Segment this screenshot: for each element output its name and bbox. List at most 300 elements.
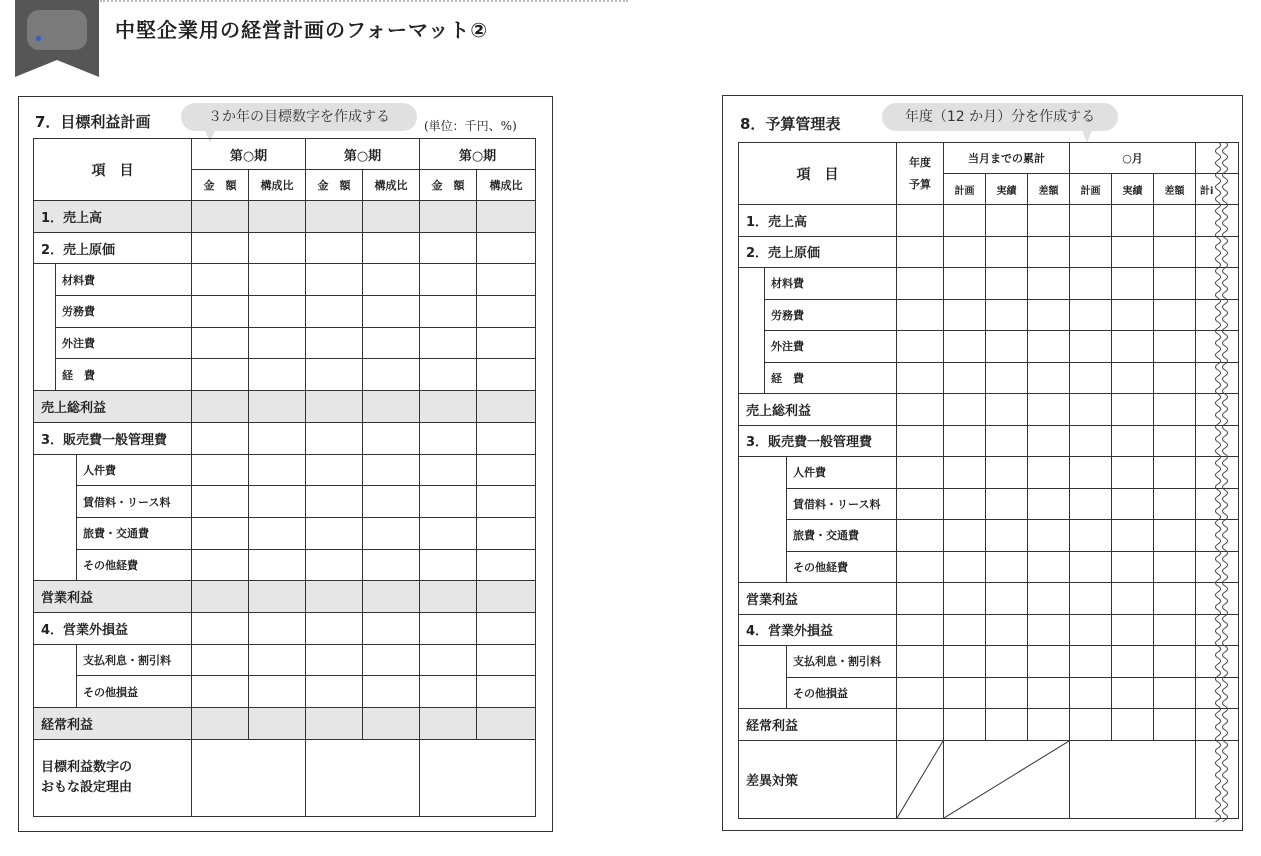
budget-value-cell[interactable]: [944, 457, 986, 489]
budget-callout: 年度（12 か月）分を作成する: [882, 103, 1118, 131]
budget-plan-label: 計画: [954, 185, 975, 197]
budget-value-cell[interactable]: [986, 488, 1028, 520]
budget-value-cell[interactable]: [897, 236, 944, 268]
plan-value-cell[interactable]: [249, 454, 306, 486]
plan-value-cell[interactable]: [363, 581, 420, 613]
plan-value-cell[interactable]: [363, 676, 420, 708]
budget-row-label: [787, 520, 897, 552]
budget-value-cell[interactable]: [1028, 362, 1070, 394]
plan-value-cell[interactable]: [363, 359, 420, 391]
budget-value-cell[interactable]: [1070, 299, 1112, 331]
plan-value-cell[interactable]: [420, 486, 477, 518]
plan-value-cell[interactable]: [477, 486, 536, 518]
budget-value-cell[interactable]: [1028, 614, 1070, 646]
budget-value-cell[interactable]: [1112, 425, 1154, 457]
budget-row-label-text: 1．売上高: [746, 214, 808, 230]
budget-annual-header: [897, 143, 944, 205]
plan-row-label: [77, 517, 192, 549]
budget-value-cell[interactable]: [1112, 268, 1154, 300]
budget-value-cell[interactable]: [1028, 488, 1070, 520]
budget-value-cell[interactable]: [944, 677, 986, 709]
plan-value-cell[interactable]: [192, 264, 249, 296]
budget-diff-annual-cell[interactable]: [897, 740, 944, 818]
budget-value-cell[interactable]: [897, 520, 944, 552]
plan-value-cell[interactable]: [363, 486, 420, 518]
budget-value-cell[interactable]: [944, 488, 986, 520]
budget-diff-row: [739, 740, 1239, 818]
budget-value-cell[interactable]: [1028, 394, 1070, 426]
budget-value-cell[interactable]: [1028, 236, 1070, 268]
plan-row-label-text: 旅費・交通費: [83, 527, 149, 541]
plan-value-cell[interactable]: [306, 454, 363, 486]
plan-value-cell[interactable]: [306, 708, 363, 740]
budget-value-cell[interactable]: [1070, 425, 1112, 457]
budget-value-cell[interactable]: [944, 709, 986, 741]
plan-row-label-text: その他経費: [83, 558, 138, 572]
budget-value-cell[interactable]: [1028, 205, 1070, 237]
budget-value-cell[interactable]: [1070, 457, 1112, 489]
budget-value-cell[interactable]: [1070, 614, 1112, 646]
plan-value-cell[interactable]: [192, 201, 249, 233]
plan-value-cell[interactable]: [249, 359, 306, 391]
plan-reason-cell[interactable]: [306, 739, 420, 816]
budget-cut-label: 計i: [1200, 185, 1214, 197]
budget-diff-label: 差額: [1164, 185, 1185, 197]
budget-value-cell[interactable]: [897, 677, 944, 709]
budget-value-cell[interactable]: [1154, 457, 1196, 489]
budget-value-cell[interactable]: [1112, 394, 1154, 426]
plan-value-cell[interactable]: [249, 486, 306, 518]
budget-row-label-text: その他経費: [793, 560, 848, 574]
budget-diff-month-cell[interactable]: [1070, 740, 1196, 818]
plan-value-cell[interactable]: [420, 644, 477, 676]
budget-value-cell[interactable]: [897, 205, 944, 237]
plan-value-cell[interactable]: [249, 422, 306, 454]
budget-actual-header: [986, 174, 1028, 205]
budget-value-cell[interactable]: [1112, 362, 1154, 394]
plan-value-cell[interactable]: [192, 612, 249, 644]
plan-value-cell[interactable]: [477, 359, 536, 391]
budget-row-label-text: 3．販売費一般管理費: [746, 435, 873, 451]
budget-value-cell[interactable]: [1112, 614, 1154, 646]
budget-value-cell[interactable]: [1154, 362, 1196, 394]
budget-row: [739, 236, 1239, 268]
plan-period-header: [420, 139, 536, 170]
plan-ratio-label: 構成比: [260, 179, 294, 192]
budget-value-cell[interactable]: [1070, 488, 1112, 520]
budget-value-cell[interactable]: [986, 520, 1028, 552]
plan-value-cell[interactable]: [363, 391, 420, 423]
budget-value-cell[interactable]: [1154, 488, 1196, 520]
plan-value-cell[interactable]: [477, 708, 536, 740]
budget-value-cell[interactable]: [897, 583, 944, 615]
plan-value-cell[interactable]: [249, 517, 306, 549]
budget-row: [739, 488, 1239, 520]
plan-row: [34, 486, 536, 518]
budget-value-cell[interactable]: [986, 646, 1028, 678]
plan-value-cell[interactable]: [363, 517, 420, 549]
plan-value-cell[interactable]: [477, 581, 536, 613]
budget-value-cell[interactable]: [897, 268, 944, 300]
budget-header-row-1: [739, 143, 1239, 174]
plan-period-label: 第○期: [229, 148, 268, 164]
plan-value-cell[interactable]: [477, 327, 536, 359]
plan-ratio-header: [249, 170, 306, 201]
plan-ratio-label: 構成比: [489, 179, 523, 192]
plan-value-cell[interactable]: [477, 264, 536, 296]
budget-row-label: [739, 205, 897, 237]
budget-value-cell[interactable]: [897, 457, 944, 489]
plan-value-cell[interactable]: [420, 296, 477, 328]
budget-value-cell[interactable]: [1028, 331, 1070, 363]
plan-value-cell[interactable]: [249, 327, 306, 359]
plan-row-label: [77, 454, 192, 486]
budget-value-cell[interactable]: [944, 299, 986, 331]
budget-value-cell[interactable]: [897, 646, 944, 678]
budget-value-cell[interactable]: [986, 614, 1028, 646]
plan-value-cell[interactable]: [192, 232, 249, 264]
plan-row-label: [34, 708, 192, 740]
plan-value-cell[interactable]: [249, 391, 306, 423]
plan-callout: ３か年の目標数字を作成する: [181, 103, 417, 131]
budget-value-cell[interactable]: [1154, 299, 1196, 331]
budget-value-cell[interactable]: [1070, 520, 1112, 552]
plan-value-cell[interactable]: [420, 581, 477, 613]
budget-value-cell[interactable]: [1070, 236, 1112, 268]
budget-value-cell[interactable]: [1070, 583, 1112, 615]
plan-value-cell[interactable]: [306, 264, 363, 296]
budget-value-cell[interactable]: [1028, 677, 1070, 709]
plan-row: [34, 201, 536, 233]
plan-value-cell[interactable]: [420, 612, 477, 644]
budget-row: [739, 362, 1239, 394]
plan-reason-label-line1: 目標利益数字の: [41, 759, 133, 775]
budget-value-cell[interactable]: [1154, 677, 1196, 709]
plan-value-cell[interactable]: [306, 581, 363, 613]
plan-value-cell[interactable]: [192, 644, 249, 676]
plan-row: [34, 264, 536, 296]
plan-value-cell[interactable]: [306, 549, 363, 581]
budget-value-cell[interactable]: [1070, 646, 1112, 678]
budget-value-cell[interactable]: [986, 394, 1028, 426]
plan-value-cell[interactable]: [477, 201, 536, 233]
plan-value-cell[interactable]: [306, 676, 363, 708]
plan-value-cell[interactable]: [249, 676, 306, 708]
budget-value-cell[interactable]: [1028, 299, 1070, 331]
budget-row-label: [739, 614, 897, 646]
budget-value-cell[interactable]: [1070, 362, 1112, 394]
budget-row-label-text: 売上総利益: [746, 403, 812, 419]
plan-row: [34, 612, 536, 644]
plan-amount-label: 金 額: [317, 179, 351, 192]
plan-value-cell[interactable]: [306, 391, 363, 423]
plan-value-cell[interactable]: [306, 232, 363, 264]
budget-value-cell[interactable]: [986, 236, 1028, 268]
budget-value-cell[interactable]: [1112, 236, 1154, 268]
budget-value-cell[interactable]: [1154, 268, 1196, 300]
budget-value-cell[interactable]: [897, 331, 944, 363]
budget-value-cell[interactable]: [1112, 677, 1154, 709]
budget-row-label-text: その他損益: [793, 686, 848, 700]
budget-diff-cumulative-cell[interactable]: [944, 740, 1070, 818]
plan-value-cell[interactable]: [249, 264, 306, 296]
plan-value-cell[interactable]: [420, 549, 477, 581]
budget-value-cell[interactable]: [1028, 520, 1070, 552]
plan-row-label: [34, 422, 192, 454]
plan-amount-label: 金 額: [203, 179, 237, 192]
plan-item-header: [34, 139, 192, 201]
budget-row-label-text: 旅費・交通費: [793, 529, 859, 543]
budget-row-label-text: 労務費: [771, 308, 804, 322]
plan-value-cell[interactable]: [420, 264, 477, 296]
budget-value-cell[interactable]: [986, 457, 1028, 489]
budget-value-cell[interactable]: [1028, 583, 1070, 615]
plan-value-cell[interactable]: [363, 201, 420, 233]
plan-value-cell[interactable]: [192, 549, 249, 581]
plan-value-cell[interactable]: [420, 359, 477, 391]
plan-value-cell[interactable]: [306, 422, 363, 454]
budget-cumulative-label: 当月までの累計: [968, 152, 1046, 165]
plan-value-cell[interactable]: [192, 581, 249, 613]
plan-row: [34, 327, 536, 359]
budget-value-cell[interactable]: [944, 394, 986, 426]
budget-value-cell[interactable]: [1112, 520, 1154, 552]
plan-row: [34, 676, 536, 708]
plan-row-label-text: 1．売上高: [41, 210, 103, 226]
plan-reason-row: [34, 739, 536, 816]
budget-value-cell[interactable]: [986, 583, 1028, 615]
budget-value-cell[interactable]: [1028, 457, 1070, 489]
plan-value-cell[interactable]: [306, 327, 363, 359]
budget-row: [739, 394, 1239, 426]
budget-row-label: [765, 268, 897, 300]
budget-value-cell[interactable]: [1112, 488, 1154, 520]
budget-value-cell[interactable]: [1112, 551, 1154, 583]
plan-value-cell[interactable]: [363, 549, 420, 581]
budget-value-cell[interactable]: [1112, 299, 1154, 331]
plan-value-cell[interactable]: [249, 296, 306, 328]
budget-row-label: [739, 583, 897, 615]
budget-value-cell[interactable]: [986, 299, 1028, 331]
plan-amount-label: 金 額: [431, 179, 465, 192]
plan-value-cell[interactable]: [477, 612, 536, 644]
budget-value-cell[interactable]: [897, 551, 944, 583]
plan-value-cell[interactable]: [306, 517, 363, 549]
plan-value-cell[interactable]: [477, 454, 536, 486]
budget-value-cell[interactable]: [986, 425, 1028, 457]
diagonal-line-icon: [897, 741, 943, 818]
plan-row-label: [34, 581, 192, 613]
budget-value-cell[interactable]: [986, 677, 1028, 709]
budget-value-cell[interactable]: [1028, 551, 1070, 583]
plan-value-cell[interactable]: [363, 264, 420, 296]
budget-value-cell[interactable]: [1154, 614, 1196, 646]
plan-row-label-text: 経常利益: [41, 717, 94, 733]
plan-value-cell[interactable]: [420, 422, 477, 454]
budget-row-label-text: 2．売上原価: [746, 246, 821, 262]
budget-value-cell[interactable]: [897, 394, 944, 426]
plan-value-cell[interactable]: [477, 644, 536, 676]
budget-value-cell[interactable]: [1070, 709, 1112, 741]
budget-value-cell[interactable]: [897, 614, 944, 646]
budget-value-cell[interactable]: [897, 709, 944, 741]
budget-value-cell[interactable]: [1070, 394, 1112, 426]
budget-row-label: [739, 709, 897, 741]
budget-value-cell[interactable]: [1154, 236, 1196, 268]
plan-value-cell[interactable]: [477, 422, 536, 454]
budget-value-cell[interactable]: [897, 488, 944, 520]
plan-value-cell[interactable]: [249, 201, 306, 233]
budget-value-cell[interactable]: [1028, 709, 1070, 741]
plan-value-cell[interactable]: [477, 391, 536, 423]
budget-value-cell[interactable]: [944, 236, 986, 268]
budget-value-cell[interactable]: [944, 614, 986, 646]
budget-value-cell[interactable]: [1154, 646, 1196, 678]
plan-row-label-text: 3．販売費一般管理費: [41, 432, 168, 448]
plan-value-cell[interactable]: [477, 517, 536, 549]
budget-table: [738, 142, 1239, 819]
budget-value-cell[interactable]: [1112, 646, 1154, 678]
plan-value-cell[interactable]: [192, 454, 249, 486]
plan-value-cell[interactable]: [192, 517, 249, 549]
plan-value-cell[interactable]: [306, 486, 363, 518]
plan-value-cell[interactable]: [420, 232, 477, 264]
plan-value-cell[interactable]: [420, 517, 477, 549]
budget-value-cell[interactable]: [1112, 583, 1154, 615]
plan-value-cell[interactable]: [477, 296, 536, 328]
plan-value-cell[interactable]: [420, 454, 477, 486]
budget-value-cell[interactable]: [1154, 520, 1196, 552]
plan-row: [34, 549, 536, 581]
budget-value-cell[interactable]: [1070, 677, 1112, 709]
plan-value-cell[interactable]: [477, 549, 536, 581]
plan-value-cell[interactable]: [192, 676, 249, 708]
plan-value-cell[interactable]: [477, 676, 536, 708]
plan-section-title: 7．目標利益計画: [35, 113, 151, 131]
plan-row-label-text: 支払利息・割引料: [83, 653, 171, 667]
budget-value-cell[interactable]: [944, 205, 986, 237]
plan-reason-cell[interactable]: [192, 739, 306, 816]
plan-row-label: [34, 201, 192, 233]
budget-row-label-text: 人件費: [793, 466, 826, 480]
plan-value-cell[interactable]: [363, 708, 420, 740]
plan-value-cell[interactable]: [249, 549, 306, 581]
budget-value-cell[interactable]: [1154, 551, 1196, 583]
plan-value-cell[interactable]: [363, 327, 420, 359]
profit-plan-table: [33, 138, 536, 817]
budget-value-cell[interactable]: [1154, 205, 1196, 237]
plan-value-cell[interactable]: [363, 612, 420, 644]
budget-value-cell[interactable]: [1154, 394, 1196, 426]
budget-value-cell[interactable]: [1028, 268, 1070, 300]
budget-value-cell[interactable]: [1070, 551, 1112, 583]
budget-value-cell[interactable]: [986, 551, 1028, 583]
budget-row-label: [787, 677, 897, 709]
plan-value-cell[interactable]: [420, 708, 477, 740]
budget-value-cell[interactable]: [944, 425, 986, 457]
plan-value-cell[interactable]: [306, 201, 363, 233]
budget-value-cell[interactable]: [1154, 425, 1196, 457]
budget-value-cell[interactable]: [986, 362, 1028, 394]
plan-row: [34, 517, 536, 549]
plan-value-cell[interactable]: [192, 422, 249, 454]
budget-value-cell[interactable]: [897, 425, 944, 457]
budget-value-cell[interactable]: [944, 362, 986, 394]
plan-value-cell[interactable]: [249, 232, 306, 264]
budget-value-cell[interactable]: [1112, 331, 1154, 363]
budget-value-cell[interactable]: [944, 331, 986, 363]
plan-value-cell[interactable]: [420, 676, 477, 708]
plan-value-cell[interactable]: [477, 232, 536, 264]
plan-value-cell[interactable]: [420, 327, 477, 359]
budget-row: [739, 268, 1239, 300]
budget-value-cell[interactable]: [1070, 331, 1112, 363]
plan-value-cell[interactable]: [192, 327, 249, 359]
budget-value-cell[interactable]: [986, 205, 1028, 237]
budget-value-cell[interactable]: [944, 520, 986, 552]
budget-value-cell[interactable]: [1154, 331, 1196, 363]
budget-row: [739, 551, 1239, 583]
plan-value-cell[interactable]: [249, 581, 306, 613]
budget-value-cell[interactable]: [1154, 583, 1196, 615]
budget-value-cell[interactable]: [1154, 709, 1196, 741]
plan-value-cell[interactable]: [192, 296, 249, 328]
budget-value-cell[interactable]: [944, 268, 986, 300]
plan-value-cell[interactable]: [192, 486, 249, 518]
plan-value-cell[interactable]: [249, 612, 306, 644]
plan-row-label: [56, 296, 192, 328]
plan-value-cell[interactable]: [363, 296, 420, 328]
budget-value-cell[interactable]: [1028, 646, 1070, 678]
budget-value-cell[interactable]: [944, 551, 986, 583]
plan-value-cell[interactable]: [306, 359, 363, 391]
budget-value-cell[interactable]: [1070, 205, 1112, 237]
budget-value-cell[interactable]: [1112, 457, 1154, 489]
budget-value-cell[interactable]: [897, 299, 944, 331]
budget-value-cell[interactable]: [1112, 709, 1154, 741]
plan-reason-cell[interactable]: [420, 739, 536, 816]
plan-value-cell[interactable]: [363, 232, 420, 264]
plan-value-cell[interactable]: [192, 391, 249, 423]
budget-value-cell[interactable]: [944, 646, 986, 678]
plan-value-cell[interactable]: [363, 454, 420, 486]
plan-value-cell[interactable]: [249, 644, 306, 676]
budget-annual-label-line2: 予算: [909, 177, 932, 191]
plan-value-cell[interactable]: [249, 708, 306, 740]
plan-value-cell[interactable]: [420, 391, 477, 423]
plan-value-cell[interactable]: [192, 708, 249, 740]
plan-value-cell[interactable]: [306, 612, 363, 644]
budget-value-cell[interactable]: [1028, 425, 1070, 457]
budget-row-label: [787, 457, 897, 489]
plan-value-cell[interactable]: [420, 201, 477, 233]
budget-value-cell[interactable]: [986, 268, 1028, 300]
plan-value-cell[interactable]: [363, 422, 420, 454]
plan-value-cell[interactable]: [192, 359, 249, 391]
budget-value-cell[interactable]: [944, 583, 986, 615]
plan-value-cell[interactable]: [306, 296, 363, 328]
budget-value-cell[interactable]: [986, 709, 1028, 741]
budget-value-cell[interactable]: [1070, 268, 1112, 300]
budget-row-label-text: 営業利益: [746, 592, 799, 608]
page-title: 中堅企業用の経営計画のフォーマット②: [115, 18, 489, 42]
budget-value-cell[interactable]: [897, 362, 944, 394]
budget-value-cell[interactable]: [1112, 205, 1154, 237]
plan-amount-header: [192, 170, 249, 201]
plan-value-cell[interactable]: [306, 644, 363, 676]
budget-value-cell[interactable]: [986, 331, 1028, 363]
plan-value-cell[interactable]: [363, 644, 420, 676]
